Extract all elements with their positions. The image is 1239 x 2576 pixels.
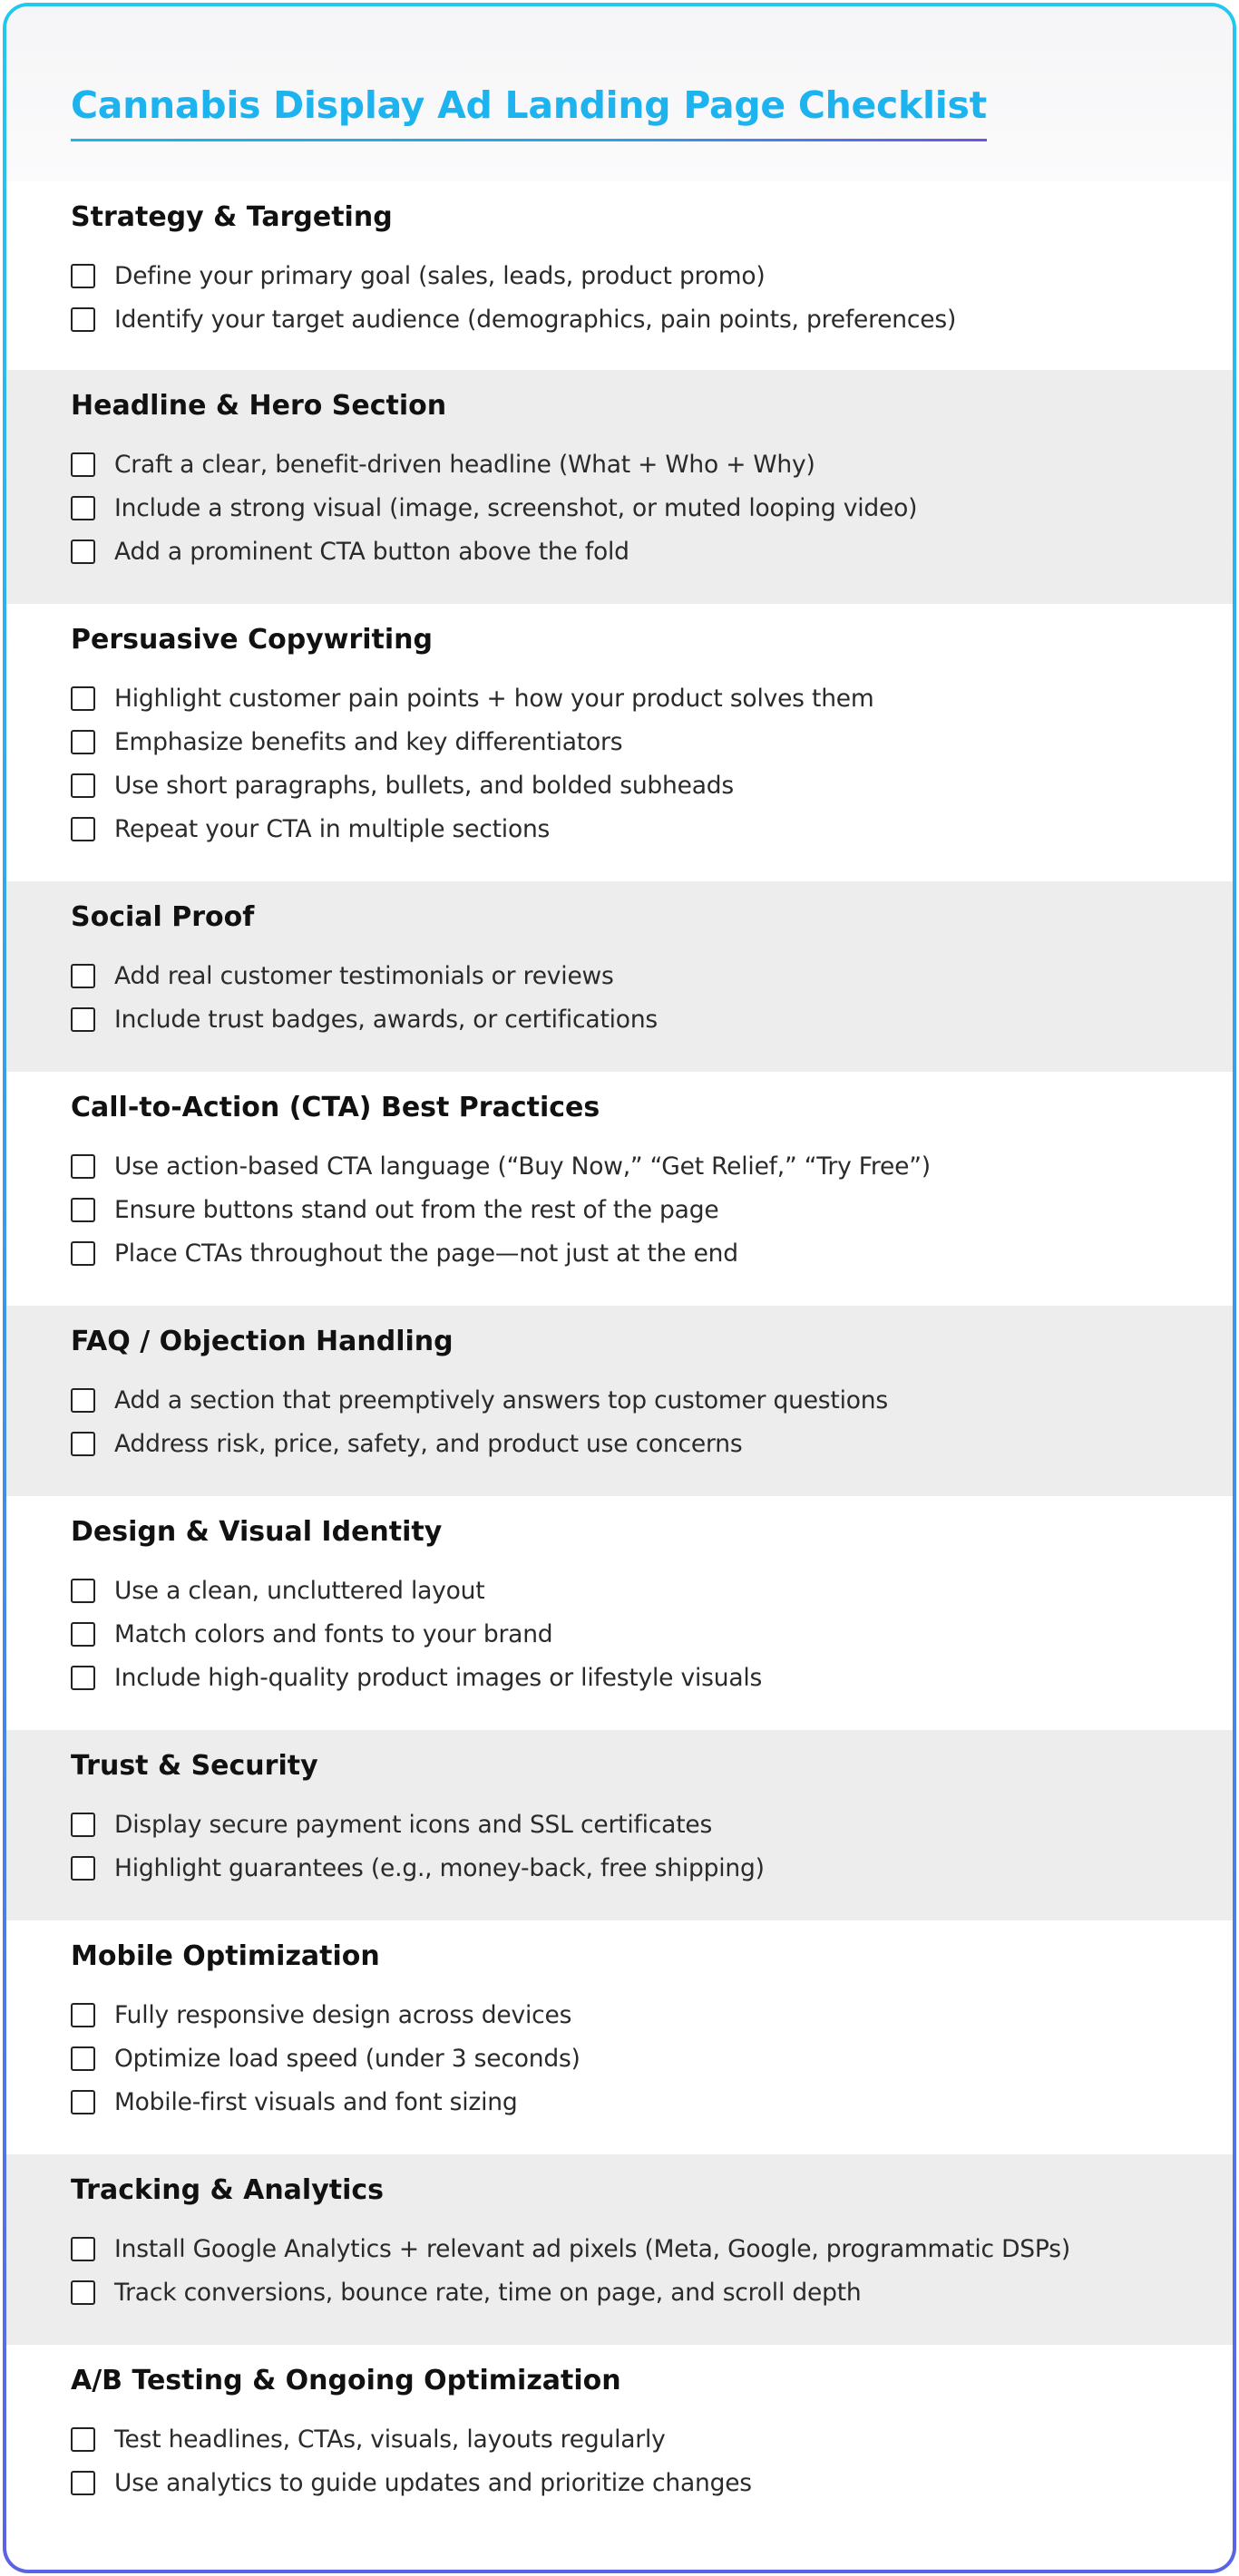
checklist-item-label: Identify your target audience (demographics, pain points, preferences) (114, 305, 957, 334)
empty-checkbox-icon[interactable] (71, 2471, 95, 2495)
checklist-item[interactable] (71, 807, 1196, 851)
checklist-section (6, 1306, 1233, 1496)
checklist-item[interactable] (71, 1656, 1196, 1699)
checklist-item-label: Emphasize benefits and key differentiators (114, 727, 623, 756)
empty-checkbox-icon[interactable] (71, 496, 95, 520)
checklist-section (6, 2345, 1233, 2562)
checklist-item[interactable] (71, 1231, 1196, 1275)
checklist-item[interactable] (71, 2461, 1196, 2504)
checklist-section (6, 370, 1233, 604)
checklist-section (6, 1730, 1233, 1920)
checklist-item[interactable] (71, 1188, 1196, 1231)
empty-checkbox-icon[interactable] (71, 1666, 95, 1690)
checklist-items (71, 954, 1196, 1041)
section-title: Call-to-Action (CTA) Best Practices (71, 1092, 600, 1123)
empty-checkbox-icon[interactable] (71, 964, 95, 988)
empty-checkbox-icon[interactable] (71, 1579, 95, 1603)
checklist-header (6, 6, 1233, 181)
checklist-items (71, 1378, 1196, 1465)
checklist-item-label: Highlight guarantees (e.g., money-back, free shipping) (114, 1853, 765, 1882)
checklist-sections (6, 181, 1233, 2562)
empty-checkbox-icon[interactable] (71, 307, 95, 332)
checklist-card (6, 6, 1233, 2570)
checklist-items (71, 1144, 1196, 1275)
checklist-item[interactable] (71, 720, 1196, 763)
checklist-item-label: Repeat your CTA in multiple sections (114, 814, 551, 843)
checklist-section (6, 181, 1233, 370)
checklist-item[interactable] (71, 2227, 1196, 2270)
checklist-item-label: Place CTAs throughout the page—not just at the end (114, 1239, 738, 1268)
checklist-item-label: Use analytics to guide updates and prioritize changes (114, 2468, 752, 2497)
checklist-item-label: Match colors and fonts to your brand (114, 1619, 553, 1648)
checklist-item-label: Add a section that preemptively answers top customer questions (114, 1385, 888, 1414)
checklist-item-label: Address risk, price, safety, and product use concerns (114, 1429, 743, 1458)
checklist-item[interactable] (71, 442, 1196, 486)
checklist-item[interactable] (71, 1803, 1196, 1846)
checklist-item-label: Craft a clear, benefit-driven headline (What + Who + Why) (114, 450, 815, 479)
empty-checkbox-icon[interactable] (71, 1813, 95, 1837)
empty-checkbox-icon[interactable] (71, 452, 95, 477)
checklist-item-label: Use action-based CTA language (“Buy Now,” “Get Relief,” “Try Free”) (114, 1152, 931, 1181)
empty-checkbox-icon[interactable] (71, 540, 95, 564)
checklist-items (71, 254, 1196, 341)
checklist-item-label: Define your primary goal (sales, leads, product promo) (114, 261, 766, 290)
empty-checkbox-icon[interactable] (71, 817, 95, 841)
empty-checkbox-icon[interactable] (71, 773, 95, 798)
checklist-item[interactable] (71, 530, 1196, 573)
checklist-items (71, 1993, 1196, 2124)
empty-checkbox-icon[interactable] (71, 1154, 95, 1179)
checklist-item-label: Mobile-first visuals and font sizing (114, 2087, 518, 2116)
empty-checkbox-icon[interactable] (71, 2237, 95, 2261)
checklist-section (6, 2154, 1233, 2345)
checklist-item-label: Include trust badges, awards, or certifications (114, 1005, 659, 1034)
checklist-item[interactable] (71, 1144, 1196, 1188)
checklist-item[interactable] (71, 997, 1196, 1041)
checklist-item-label: Use short paragraphs, bullets, and bolded subheads (114, 771, 734, 800)
checklist-item[interactable] (71, 1612, 1196, 1656)
empty-checkbox-icon[interactable] (71, 1432, 95, 1456)
checklist-items (71, 1569, 1196, 1699)
checklist-item-label: Include high-quality product images or lifestyle visuals (114, 1663, 763, 1692)
checklist-items (71, 2417, 1196, 2504)
section-title: Mobile Optimization (71, 1940, 380, 1972)
checklist-item[interactable] (71, 2417, 1196, 2461)
checklist-item-label: Use a clean, uncluttered layout (114, 1576, 485, 1605)
empty-checkbox-icon[interactable] (71, 2427, 95, 2452)
checklist-item[interactable] (71, 2270, 1196, 2314)
checklist-item-label: Fully responsive design across devices (114, 2000, 572, 2029)
checklist-item[interactable] (71, 297, 1196, 341)
empty-checkbox-icon[interactable] (71, 1007, 95, 1032)
checklist-item-label: Display secure payment icons and SSL certificates (114, 1810, 713, 1839)
section-title: Tracking & Analytics (71, 2174, 385, 2206)
section-title: Trust & Security (71, 1750, 318, 1782)
checklist-item[interactable] (71, 954, 1196, 997)
page-title: Cannabis Display Ad Landing Page Checklist (71, 84, 987, 141)
checklist-item-label: Add real customer testimonials or reviews (114, 961, 614, 990)
checklist-item[interactable] (71, 763, 1196, 807)
checklist-section (6, 604, 1233, 881)
checklist-section (6, 1496, 1233, 1730)
empty-checkbox-icon[interactable] (71, 1622, 95, 1647)
checklist-item[interactable] (71, 676, 1196, 720)
section-title: A/B Testing & Ongoing Optimization (71, 2365, 621, 2396)
checklist-item[interactable] (71, 2036, 1196, 2080)
empty-checkbox-icon[interactable] (71, 686, 95, 711)
checklist-item-label: Track conversions, bounce rate, time on page, and scroll depth (114, 2278, 862, 2307)
checklist-item-label: Include a strong visual (image, screenshot, or muted looping video) (114, 493, 918, 522)
checklist-item-label: Install Google Analytics + relevant ad pixels (Meta, Google, programmatic DSPs) (114, 2234, 1070, 2263)
empty-checkbox-icon[interactable] (71, 2090, 95, 2114)
checklist-item[interactable] (71, 1569, 1196, 1612)
checklist-item-label: Highlight customer pain points + how your product solves them (114, 684, 874, 713)
checklist-item[interactable] (71, 2080, 1196, 2124)
empty-checkbox-icon[interactable] (71, 730, 95, 754)
checklist-item-label: Optimize load speed (under 3 seconds) (114, 2044, 580, 2073)
checklist-item[interactable] (71, 1993, 1196, 2036)
section-title: Social Proof (71, 901, 255, 933)
checklist-item[interactable] (71, 1378, 1196, 1422)
empty-checkbox-icon[interactable] (71, 2003, 95, 2027)
section-title: Persuasive Copywriting (71, 624, 433, 656)
checklist-items (71, 1803, 1196, 1890)
section-title: Design & Visual Identity (71, 1516, 443, 1548)
checklist-item-label: Ensure buttons stand out from the rest of the page (114, 1195, 719, 1224)
checklist-items (71, 442, 1196, 573)
section-title: Headline & Hero Section (71, 390, 447, 422)
checklist-section (6, 1920, 1233, 2154)
empty-checkbox-icon[interactable] (71, 1856, 95, 1881)
checklist-section (6, 1072, 1233, 1306)
checklist-items (71, 676, 1196, 851)
checklist-card-border (3, 3, 1236, 2573)
checklist-item[interactable] (71, 1846, 1196, 1890)
empty-checkbox-icon[interactable] (71, 1198, 95, 1222)
checklist-item[interactable] (71, 1422, 1196, 1465)
empty-checkbox-icon[interactable] (71, 264, 95, 288)
checklist-item[interactable] (71, 486, 1196, 530)
empty-checkbox-icon[interactable] (71, 1241, 95, 1266)
checklist-item-label: Add a prominent CTA button above the fold (114, 537, 629, 566)
checklist-items (71, 2227, 1196, 2314)
section-title: Strategy & Targeting (71, 201, 393, 233)
empty-checkbox-icon[interactable] (71, 2046, 95, 2071)
checklist-section (6, 881, 1233, 1072)
checklist-item-label: Test headlines, CTAs, visuals, layouts regularly (114, 2425, 666, 2454)
checklist-item[interactable] (71, 254, 1196, 297)
section-title: FAQ / Objection Handling (71, 1326, 454, 1357)
empty-checkbox-icon[interactable] (71, 2280, 95, 2305)
empty-checkbox-icon[interactable] (71, 1388, 95, 1413)
